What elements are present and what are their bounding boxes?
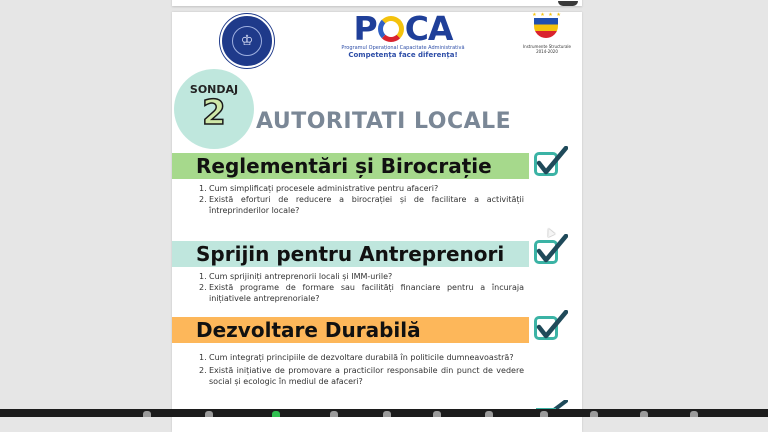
question-item: 2. Există inițiative de promovare a practicilor responsabile din punct de vedere social și ecologic în mediul de afaceri? bbox=[199, 366, 524, 386]
checkmark-icon bbox=[534, 234, 568, 266]
structural-instruments-text: Instrumente Structurale 2014-2020 bbox=[523, 44, 571, 54]
structural-instruments-logo bbox=[522, 12, 572, 64]
taskbar-icon[interactable] bbox=[485, 411, 493, 417]
question-item: 2. Există eforturi de reducere a birocrației și de facilitare a activității întreprinderilor locale? bbox=[199, 195, 524, 215]
section-header-entrepreneurs bbox=[172, 241, 529, 267]
taskbar-icon[interactable] bbox=[205, 411, 213, 417]
question-item: 2. Există programe de formare sau facilități financiare pentru a încuraja inițiativele antreprenoriale? bbox=[199, 283, 524, 303]
taskbar-icon[interactable] bbox=[640, 411, 648, 417]
question-item: 1. Cum simplificați procesele administrative pentru afaceri? bbox=[199, 184, 439, 193]
taskbar-icon[interactable] bbox=[540, 411, 548, 417]
taskbar-icon[interactable] bbox=[330, 411, 338, 417]
taskbar-icon-active[interactable] bbox=[272, 411, 280, 417]
question-list bbox=[199, 352, 524, 387]
taskbar-icon[interactable] bbox=[433, 411, 441, 417]
avatar-edge bbox=[558, 1, 578, 6]
poca-tagline: Competența face diferența! bbox=[348, 51, 458, 59]
page-title: AUTORITATI LOCALE bbox=[256, 109, 512, 134]
question-list bbox=[199, 271, 524, 304]
taskbar bbox=[0, 409, 768, 417]
question-item: 1. Cum integrați principiile de dezvoltare durabilă în politicile dumneavoastră? bbox=[199, 353, 514, 362]
taskbar-icon[interactable] bbox=[590, 411, 598, 417]
checkmark-icon bbox=[534, 310, 568, 342]
question-item: 1. Cum sprijiniți antreprenorii locali și IMM-urile? bbox=[199, 272, 393, 281]
taskbar-icon[interactable] bbox=[383, 411, 391, 417]
romanian-government-seal-icon: ♔ bbox=[220, 14, 274, 68]
taskbar-icon[interactable] bbox=[690, 411, 698, 417]
survey-label: SONDAJ bbox=[189, 83, 239, 96]
checkbox-entrepreneurs[interactable] bbox=[534, 234, 564, 264]
section-header-sustainable-development bbox=[172, 317, 529, 343]
question-list bbox=[199, 183, 524, 216]
poca-o-ring-icon bbox=[378, 16, 404, 42]
survey-number: 2 bbox=[202, 93, 226, 133]
previous-page-edge bbox=[172, 0, 582, 6]
checkbox-sustainable-development[interactable] bbox=[534, 310, 564, 340]
section-title: Sprijin pentru Antreprenori bbox=[196, 242, 505, 266]
taskbar-icon[interactable] bbox=[143, 411, 151, 417]
checkbox-regulations[interactable] bbox=[534, 146, 564, 176]
poca-logo: P CA Programul Operațional Capacitate Administrativă Competența face diferența! bbox=[338, 12, 468, 60]
checkmark-icon bbox=[534, 146, 568, 178]
survey-badge bbox=[174, 69, 254, 149]
section-title: Reglementări și Birocrație bbox=[196, 154, 492, 178]
document-page bbox=[172, 12, 582, 432]
poca-subtitle: Programul Operațional Capacitate Administrativă bbox=[341, 45, 465, 51]
section-title: Dezvoltare Durabilă bbox=[196, 318, 421, 342]
section-header-regulations bbox=[172, 153, 529, 179]
structural-instruments-logo-icon: ★ ★ ★ ★ bbox=[532, 12, 562, 40]
